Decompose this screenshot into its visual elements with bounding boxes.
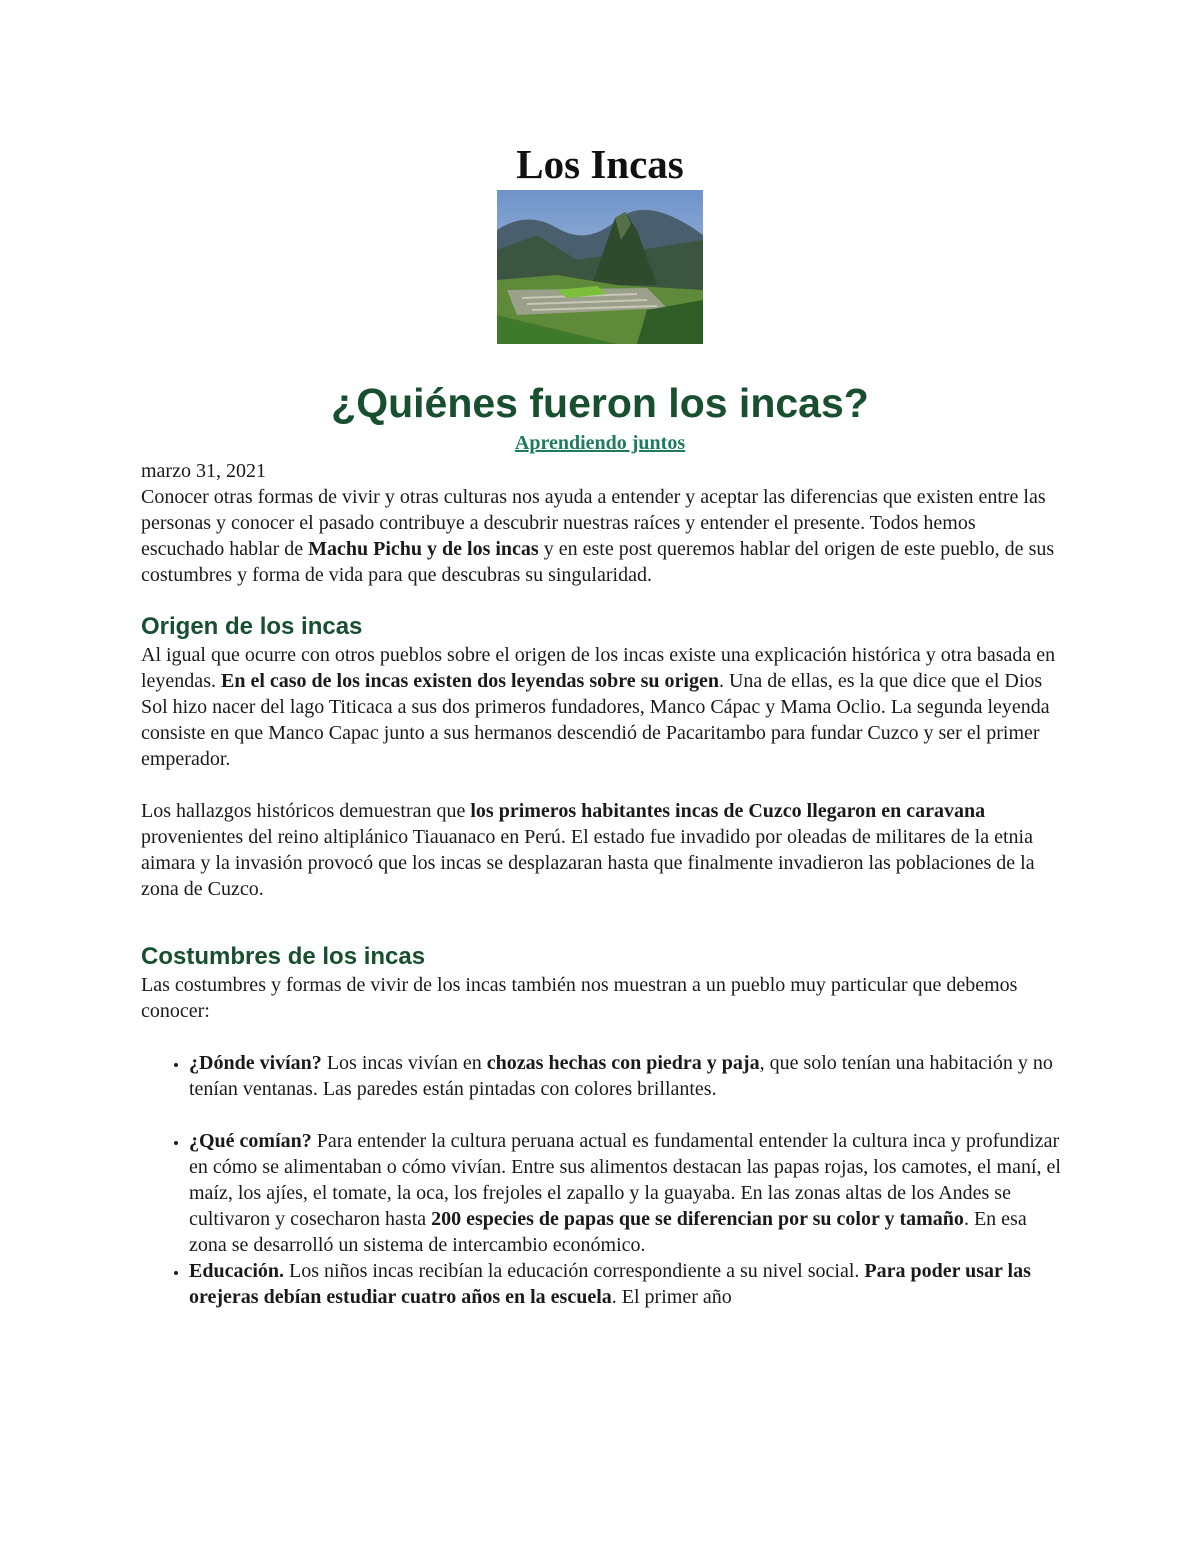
section-heading-costumbres: Costumbres de los incas xyxy=(141,943,426,970)
costumbres-list xyxy=(141,1050,1061,1310)
costumbres-intro: Las costumbres y formas de vivir de los incas también nos muestran a un pueblo muy particular que debemos conocer: xyxy=(141,974,1018,1022)
intro-paragraph: Conocer otras formas de vivir y otras culturas nos ayuda a entender y aceptar las diferencias que existen entre las personas y conocer el pasado contribuye a descubrir nuestras raíces y entender el presente. Todos hemos escuchado hablar de Machu Pichu y de los incas y en este post queremos hablar del origen de este pueblo, de sus costumbres y forma de vida para que descubras su singularidad. xyxy=(141,486,1055,586)
publish-date: marzo 31, 2021 xyxy=(141,460,266,482)
origen-paragraph-2: Los hallazgos históricos demuestran que los primeros habitantes incas de Cuzco llegaron en caravana provenientes del reino altiplánico Tiauanaco en Perú. El estado fue invadido por oleadas de militares de la etnia aimara y la invasión provocó que los incas se desplazaran hasta que finalmente invadieron las poblaciones de la zona de Cuzco. xyxy=(141,800,1035,900)
section-heading-origen: Origen de los incas xyxy=(141,613,363,640)
origen-paragraph-1: Al igual que ocurre con otros pueblos sobre el origen de los incas existe una explicación histórica y otra basada en leyendas. En el caso de los incas existen dos leyendas sobre su origen. Una de ellas, es la que dice que el Dios Sol hizo nacer del lago Titicaca a sus dos primeros fundadores, Manco Cápac y Mama Oclio. La segunda leyenda consiste en que Manco Capac junto a sus hermanos descendió de Pacaritambo para fundar Cuzco y ser el primer emperador. xyxy=(141,644,1056,770)
list-item: • ¿Qué comían? Para entender la cultura peruana actual es fundamental entender la cultura inca y profundizar en cómo se alimentaban o cómo vivían. Entre sus alimentos destacan las papas rojas, los camotes, el maní, el maíz, los ajíes, el tomate, la oca, los frejoles el zapallo y la guayaba. En las zonas altas de los Andes se cultivaron y cosecharon hasta 200 especies de papas que se diferencian por su color y tamaño. En esa zona se desarrolló un sistema de intercambio económico. xyxy=(189,1128,1061,1258)
article-title: ¿Quiénes fueron los incas? xyxy=(331,380,869,426)
author-link[interactable]: Aprendiendo juntos xyxy=(514,432,686,454)
list-item: • Educación. Los niños incas recibían la educación correspondiente a su nivel social. Para poder usar las orejeras debían estudiar cuatro años en la escuela. El primer año xyxy=(189,1258,1061,1310)
list-item: • ¿Dónde vivían? Los incas vivían en chozas hechas con piedra y paja, que solo tenían una habitación y no tenían ventanas. Las paredes están pintadas con colores brillantes. xyxy=(189,1050,1061,1102)
document-title: Los Incas xyxy=(516,141,684,187)
machu-picchu-image xyxy=(497,190,703,344)
article-body xyxy=(141,458,1061,1310)
